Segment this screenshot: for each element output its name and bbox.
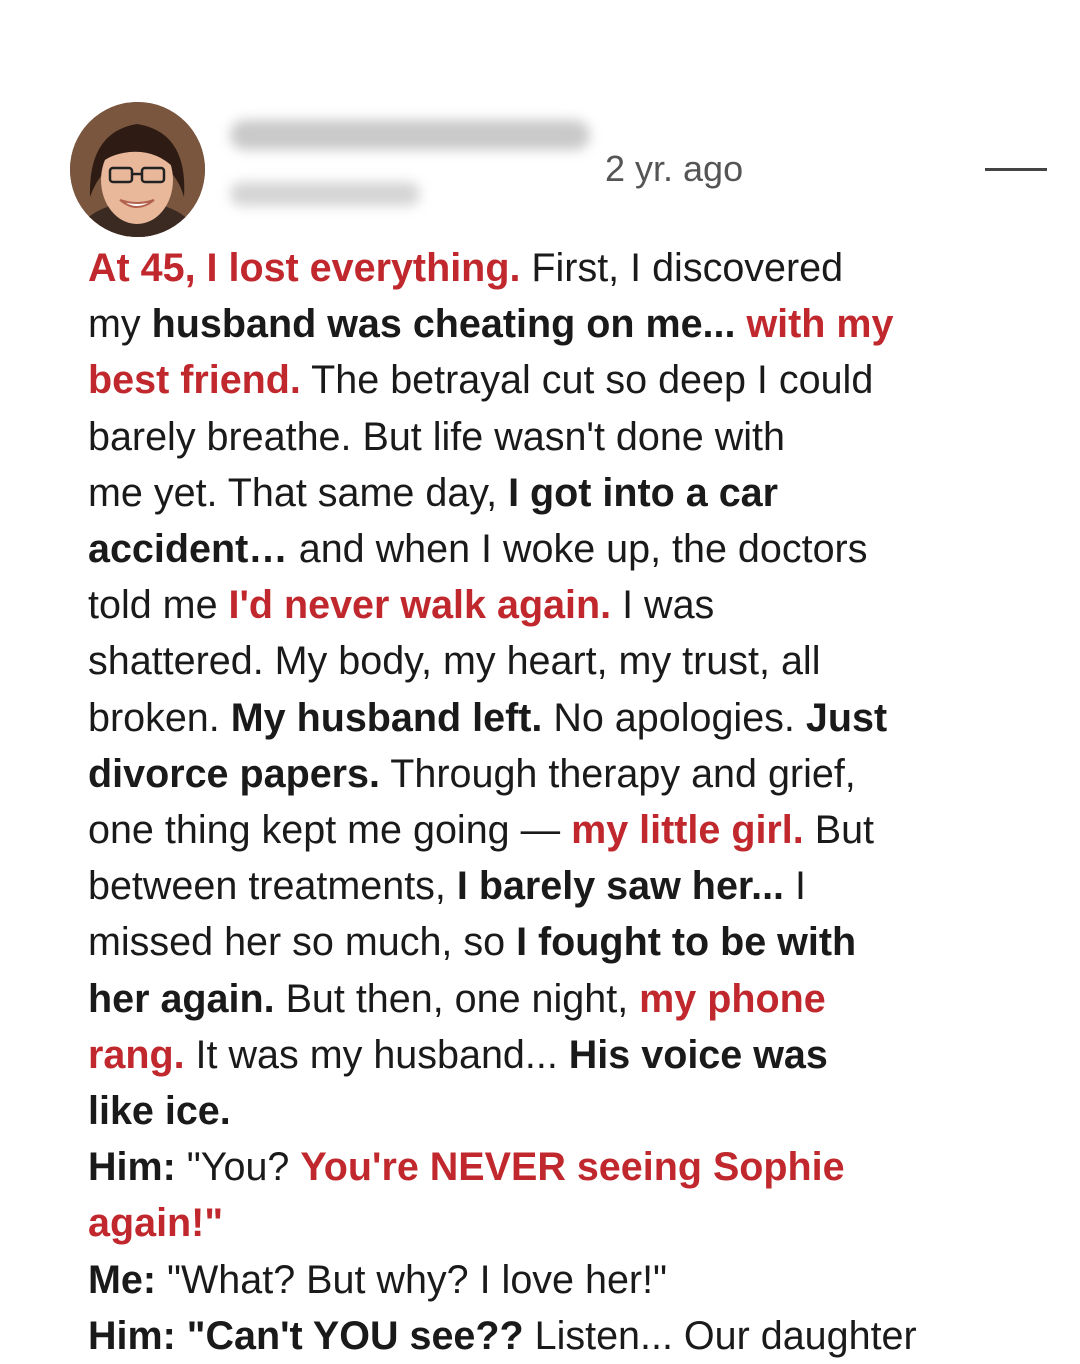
post-header — [70, 100, 1030, 235]
story-text — [88, 240, 1028, 1364]
body-text: It was my husband... — [184, 1032, 569, 1077]
bold-text: like ice. — [88, 1089, 231, 1134]
post-timestamp: 2 yr. ago — [605, 148, 744, 189]
body-text: Listen... Our daughter — [523, 1313, 917, 1358]
story-line — [88, 352, 1028, 408]
story-line — [88, 802, 1028, 858]
user-avatar-icon — [70, 102, 205, 237]
highlight-text: with my — [735, 302, 894, 347]
story-line — [88, 409, 1028, 465]
story-line — [88, 858, 1028, 914]
bold-text: Just — [805, 695, 888, 740]
story-line — [88, 633, 1028, 689]
body-text: "You? — [175, 1145, 301, 1190]
body-text: But then, one night, — [274, 976, 640, 1021]
body-text: my — [88, 302, 152, 347]
bold-text: her again. — [88, 976, 275, 1021]
bold-text: His voice was — [568, 1032, 828, 1077]
body-text: I — [784, 864, 806, 909]
subtitle-redacted — [230, 182, 420, 206]
highlight-text: At 45, I lost everything. — [88, 246, 521, 290]
story-line — [88, 1083, 1028, 1139]
body-text: First, I discovered — [520, 246, 844, 290]
body-text: me yet. That same day, — [88, 470, 509, 515]
username-redacted[interactable] — [230, 120, 590, 150]
story-line — [88, 971, 1028, 1027]
highlight-text: I'd never walk again. — [228, 583, 612, 628]
user-meta — [230, 120, 744, 189]
body-text: shattered. My body, my heart, my trust, all — [88, 639, 821, 684]
story-line — [88, 690, 1028, 746]
story-line — [88, 296, 1028, 352]
story-line — [88, 746, 1028, 802]
story-line — [88, 577, 1028, 633]
story-line — [88, 914, 1028, 970]
story-line — [88, 1308, 1028, 1364]
bold-text: I fought to be with — [516, 920, 857, 965]
bold-text: My husband left. — [230, 695, 543, 740]
story-line — [88, 1139, 1028, 1195]
body-text: I was — [611, 583, 715, 628]
story-line — [88, 1027, 1028, 1083]
highlight-text: again!" — [88, 1201, 224, 1246]
minus-icon[interactable] — [985, 168, 1047, 171]
highlight-text: my little girl. — [571, 808, 804, 853]
body-text: broken. — [88, 695, 231, 740]
highlight-text: my phone — [639, 976, 826, 1021]
story-line — [88, 1195, 1028, 1251]
bold-text: accident… — [88, 527, 288, 572]
body-text: told me — [88, 583, 229, 628]
bold-text: I got into a car — [508, 470, 779, 515]
bold-text: I barely saw her... — [456, 864, 785, 909]
body-text: barely breathe. But life wasn't done with — [88, 414, 785, 459]
body-text: But — [803, 808, 875, 853]
body-text: The betrayal cut so deep I could — [300, 358, 874, 403]
bold-text: divorce papers. — [88, 751, 380, 796]
body-text: missed her so much, so — [88, 920, 517, 965]
story-line — [88, 521, 1028, 577]
bold-text: Him: — [88, 1145, 176, 1190]
bold-text: Him: "Can't YOU see?? — [88, 1313, 524, 1358]
highlight-text: You're NEVER seeing Sophie — [300, 1145, 845, 1190]
body-text: and when I woke up, the doctors — [287, 527, 868, 572]
story-line — [88, 465, 1028, 521]
body-text: "What? But why? I love her!" — [156, 1257, 668, 1302]
story-line — [88, 240, 1028, 296]
story-line — [88, 1252, 1028, 1308]
body-text: between treatments, — [88, 864, 457, 909]
highlight-text: rang. — [88, 1032, 185, 1077]
highlight-text: best friend. — [88, 358, 301, 403]
bold-text: husband was cheating on me... — [151, 302, 736, 347]
body-text: one thing kept me going — — [88, 808, 572, 853]
body-text: No apologies. — [542, 695, 806, 740]
avatar[interactable] — [70, 102, 205, 237]
bold-text: Me: — [88, 1257, 157, 1302]
body-text: Through therapy and grief, — [380, 751, 856, 796]
